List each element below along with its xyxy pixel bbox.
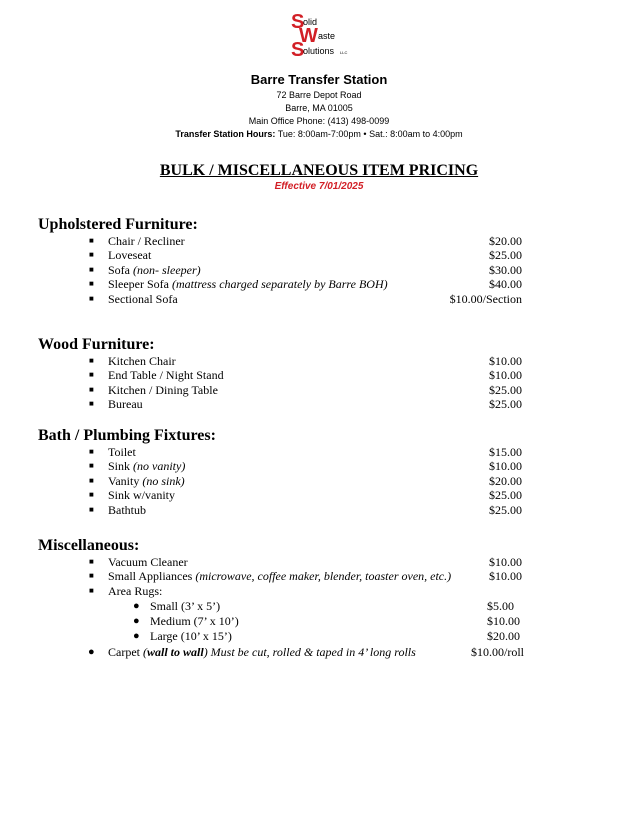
- list-item: [0, 383, 638, 397]
- item-note: (non- sleeper): [133, 263, 201, 277]
- page-title: BULK / MISCELLANEOUS ITEM PRICING: [159, 162, 479, 179]
- square-bullet-icon: ■: [89, 557, 94, 566]
- item-price: $5.00: [487, 599, 514, 613]
- note-paren-open: (: [143, 645, 147, 659]
- square-bullet-icon: ■: [89, 490, 94, 499]
- hours-separator: •: [363, 129, 367, 139]
- item-name: Chair / Recliner: [108, 234, 185, 248]
- item-note: (mattress charged separately by Barre BOH): [171, 277, 388, 291]
- item-price: $40.00: [489, 277, 522, 291]
- item-price: $10.00/roll: [471, 645, 524, 659]
- item-price: $20.00: [487, 629, 520, 643]
- item-price: $10.00: [489, 368, 522, 382]
- address-line-1: 72 Barre Depot Road: [276, 90, 362, 100]
- square-bullet-icon: ■: [89, 370, 94, 379]
- list-item: [0, 584, 638, 598]
- item-note: (microwave, coffee maker, blender, toaster oven, etc.): [195, 569, 452, 583]
- square-bullet-icon: ■: [89, 447, 94, 456]
- square-bullet-icon: ■: [89, 399, 94, 408]
- list-item: [0, 474, 638, 488]
- hours-saturday: Sat.: 8:00am to 4:00pm: [369, 129, 463, 139]
- square-bullet-icon: ■: [89, 279, 94, 288]
- list-item: [0, 354, 638, 368]
- list-item: [0, 234, 638, 248]
- office-phone: Main Office Phone: (413) 498-0099: [248, 116, 390, 126]
- item-name: Vanity: [108, 474, 143, 488]
- list-item: [0, 503, 638, 517]
- square-bullet-icon: ■: [89, 505, 94, 514]
- square-bullet-icon: ■: [89, 250, 94, 259]
- list-item: [0, 277, 638, 291]
- square-bullet-icon: ■: [89, 356, 94, 365]
- company-logo: [289, 12, 351, 60]
- logo-letter-s1: S: [291, 11, 305, 33]
- logo-word-aste: aste: [318, 31, 336, 41]
- item-price: $30.00: [489, 263, 522, 277]
- list-item: [0, 569, 638, 583]
- item-price: $10.00: [489, 459, 522, 473]
- hours-label: Transfer Station Hours:: [175, 129, 276, 139]
- item-name: Vacuum Cleaner: [108, 555, 188, 569]
- item-name: Small Appliances: [108, 569, 196, 583]
- item-name: Kitchen / Dining Table: [108, 383, 218, 397]
- item-name: Sink w/vanity: [108, 488, 176, 502]
- square-bullet-icon: ■: [89, 236, 94, 245]
- item-price: $25.00: [489, 488, 522, 502]
- item-note: (no vanity): [133, 459, 186, 473]
- item-price: $10.00: [487, 614, 520, 628]
- square-bullet-icon: ■: [89, 476, 94, 485]
- logo-word-olid: olid: [303, 17, 318, 27]
- list-item: [0, 645, 638, 659]
- item-name: End Table / Night Stand: [108, 368, 224, 382]
- item-price: $25.00: [489, 383, 522, 397]
- list-item-sub: [0, 629, 638, 643]
- address-line-2: Barre, MA 01005: [285, 103, 353, 113]
- item-price: $10.00: [489, 555, 522, 569]
- square-bullet-icon: ■: [89, 571, 94, 580]
- list-item: [0, 292, 638, 306]
- logo-letter-s2: S: [291, 39, 305, 61]
- station-name: Barre Transfer Station: [250, 72, 388, 87]
- item-price: $20.00: [489, 234, 522, 248]
- item-name: Bathtub: [108, 503, 146, 517]
- list-item: [0, 459, 638, 473]
- item-price: $10.00: [489, 569, 522, 583]
- section-title-bath: Bath / Plumbing Fixtures:: [38, 427, 216, 444]
- item-name: Loveseat: [108, 248, 152, 262]
- section-title-misc: Miscellaneous:: [38, 537, 140, 554]
- item-name: Sectional Sofa: [108, 292, 178, 306]
- item-name: Toilet: [108, 445, 136, 459]
- list-item: [0, 555, 638, 569]
- item-name: Bureau: [108, 397, 143, 411]
- item-price: $25.00: [489, 503, 522, 517]
- item-price: $25.00: [489, 397, 522, 411]
- item-name: Carpet: [108, 645, 143, 659]
- disc-bullet-icon: ●: [88, 646, 95, 658]
- item-name: Sleeper Sofa: [108, 277, 172, 291]
- section-title-upholstered: Upholstered Furniture:: [38, 216, 198, 233]
- item-price: $25.00: [489, 248, 522, 262]
- item-name: Kitchen Chair: [108, 354, 176, 368]
- square-bullet-icon: ■: [89, 385, 94, 394]
- item-price: $20.00: [489, 474, 522, 488]
- hours-weekday: Tue: 8:00am-7:00pm: [277, 129, 361, 139]
- list-item: [0, 368, 638, 382]
- square-bullet-icon: ■: [89, 461, 94, 470]
- item-price: $10.00/Section: [449, 292, 522, 306]
- logo-word-olutions: olutions: [303, 46, 335, 56]
- item-note-bold: wall to wall: [147, 645, 204, 659]
- list-item: [0, 445, 638, 459]
- list-item: [0, 397, 638, 411]
- logo-letter-w: W: [299, 25, 318, 47]
- square-bullet-icon: ■: [89, 294, 94, 303]
- square-bullet-icon: ■: [89, 586, 94, 595]
- list-item: [0, 248, 638, 262]
- disc-bullet-icon: ●: [133, 615, 140, 627]
- square-bullet-icon: ■: [89, 265, 94, 274]
- item-name: Sofa: [108, 263, 133, 277]
- item-price: $10.00: [489, 354, 522, 368]
- item-name: Sink: [108, 459, 134, 473]
- item-name: Medium (7’ x 10’): [150, 614, 239, 628]
- item-name: Large (10’ x 15’): [150, 629, 232, 643]
- item-note: ) Must be cut, rolled & taped in 4’ long rolls: [203, 645, 416, 659]
- list-item: [0, 488, 638, 502]
- station-hours: [0, 129, 638, 139]
- list-item-sub: [0, 614, 638, 628]
- item-price: $15.00: [489, 445, 522, 459]
- logo-llc: LLC: [340, 50, 348, 55]
- item-note: (no sink): [142, 474, 185, 488]
- section-title-wood: Wood Furniture:: [38, 336, 155, 353]
- disc-bullet-icon: ●: [133, 630, 140, 642]
- disc-bullet-icon: ●: [133, 600, 140, 612]
- effective-date: Effective 7/01/2025: [274, 181, 364, 192]
- list-item-sub: [0, 599, 638, 613]
- item-name: Area Rugs:: [108, 584, 163, 598]
- item-name: Small (3’ x 5’): [150, 599, 221, 613]
- list-item: [0, 263, 638, 277]
